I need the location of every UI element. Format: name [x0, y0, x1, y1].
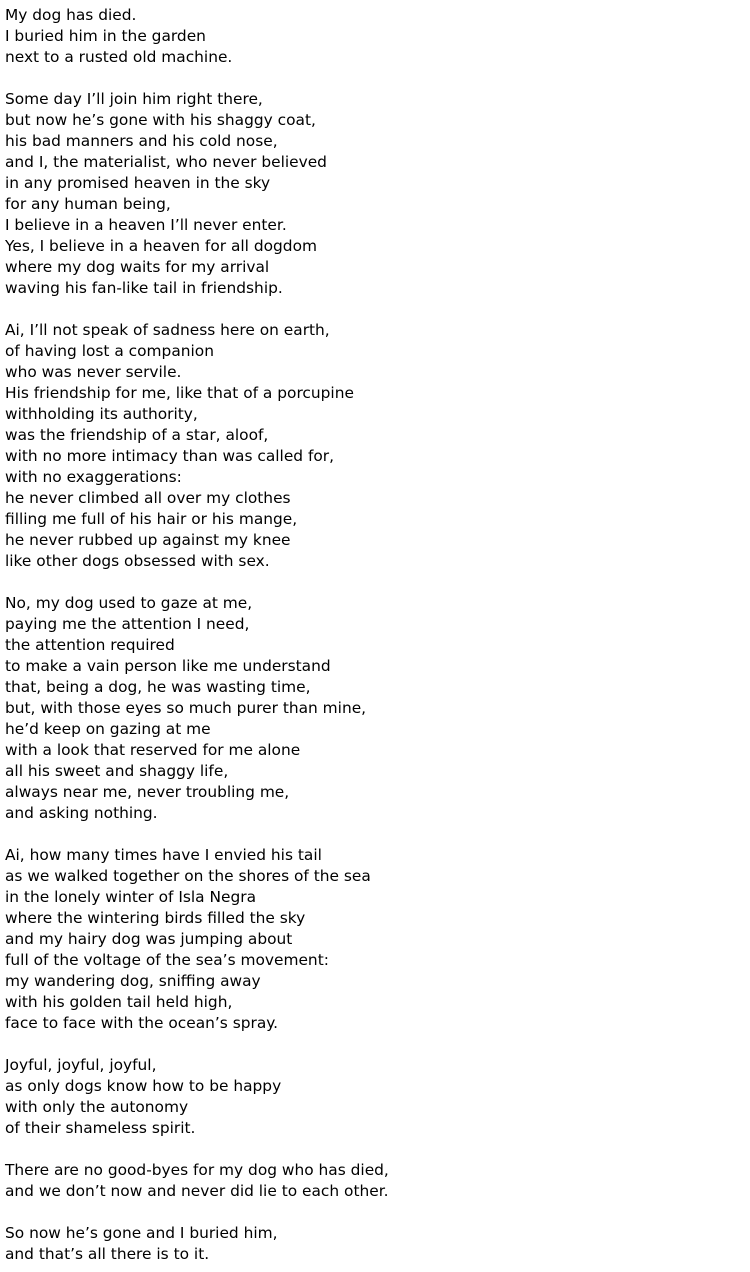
poem-stanza [5, 89, 745, 299]
poem-line: he never climbed all over my clothes [5, 489, 291, 507]
poem-line: like other dogs obsessed with sex. [5, 552, 270, 570]
poem-stanza [5, 1055, 745, 1139]
poem-line: was the friendship of a star, aloof, [5, 426, 269, 444]
poem-line: Yes, I believe in a heaven for all dogdom [5, 237, 317, 255]
poem-stanza [5, 845, 745, 1034]
poem-line: as only dogs know how to be happy [5, 1077, 282, 1095]
poem-line: and that’s all there is to it. [5, 1245, 210, 1263]
poem-line: of their shameless spirit. [5, 1119, 196, 1137]
poem-line: who was never servile. [5, 363, 182, 381]
poem-line: So now he’s gone and I buried him, [5, 1224, 278, 1242]
poem-line: but now he’s gone with his shaggy coat, [5, 111, 316, 129]
poem-line: the attention required [5, 636, 175, 654]
poem-line: with his golden tail held high, [5, 993, 233, 1011]
poem-line: next to a rusted old machine. [5, 48, 233, 66]
poem-line: I believe in a heaven I’ll never enter. [5, 216, 287, 234]
poem-line: and my hairy dog was jumping about [5, 930, 293, 948]
poem-stanza [5, 593, 745, 824]
poem-line: of having lost a companion [5, 342, 214, 360]
poem-line: in any promised heaven in the sky [5, 174, 271, 192]
poem-line: all his sweet and shaggy life, [5, 762, 229, 780]
poem-line: his bad manners and his cold nose, [5, 132, 278, 150]
poem-line: in the lonely winter of Isla Negra [5, 888, 256, 906]
poem-line: waving his fan-like tail in friendship. [5, 279, 283, 297]
poem-line: My dog has died. [5, 6, 137, 24]
poem-stanza [5, 1160, 745, 1202]
poem-line: with a look that reserved for me alone [5, 741, 301, 759]
poem-line: with only the autonomy [5, 1098, 189, 1116]
poem-stanza [5, 1223, 745, 1265]
poem-line: he never rubbed up against my knee [5, 531, 291, 549]
poem-line: No, my dog used to gaze at me, [5, 594, 253, 612]
poem-line: I buried him in the garden [5, 27, 206, 45]
poem-line: and I, the materialist, who never believed [5, 153, 327, 171]
poem-line: always near me, never troubling me, [5, 783, 290, 801]
poem-stanza [5, 5, 745, 68]
poem-line: where the wintering birds filled the sky [5, 909, 306, 927]
poem-line: he’d keep on gazing at me [5, 720, 211, 738]
poem-line: and asking nothing. [5, 804, 158, 822]
poem-line: face to face with the ocean’s spray. [5, 1014, 279, 1032]
poem-line: to make a vain person like me understand [5, 657, 331, 675]
poem-line: His friendship for me, like that of a porcupine [5, 384, 354, 402]
poem-line: Joyful, joyful, joyful, [5, 1056, 157, 1074]
poem-line: paying me the attention I need, [5, 615, 250, 633]
poem-line: and we don’t now and never did lie to each other. [5, 1182, 389, 1200]
poem-line: for any human being, [5, 195, 171, 213]
poem-line: but, with those eyes so much purer than mine, [5, 699, 367, 717]
poem-stanza [5, 320, 745, 572]
poem-line: my wandering dog, sniffing away [5, 972, 261, 990]
poem-line: Ai, how many times have I envied his tail [5, 846, 322, 864]
poem-line: that, being a dog, he was wasting time, [5, 678, 311, 696]
poem-line: as we walked together on the shores of the sea [5, 867, 371, 885]
poem-line: with no exaggerations: [5, 468, 182, 486]
poem-line: full of the voltage of the sea’s movement: [5, 951, 329, 969]
poem-line: with no more intimacy than was called for, [5, 447, 335, 465]
poem-line: Some day I’ll join him right there, [5, 90, 263, 108]
poem-line: filling me full of his hair or his mange, [5, 510, 298, 528]
poem-line: Ai, I’ll not speak of sadness here on earth, [5, 321, 330, 339]
poem-line: where my dog waits for my arrival [5, 258, 270, 276]
poem-line: withholding its authority, [5, 405, 198, 423]
poem-line: There are no good-byes for my dog who has died, [5, 1161, 389, 1179]
poem-text [5, 5, 745, 1265]
